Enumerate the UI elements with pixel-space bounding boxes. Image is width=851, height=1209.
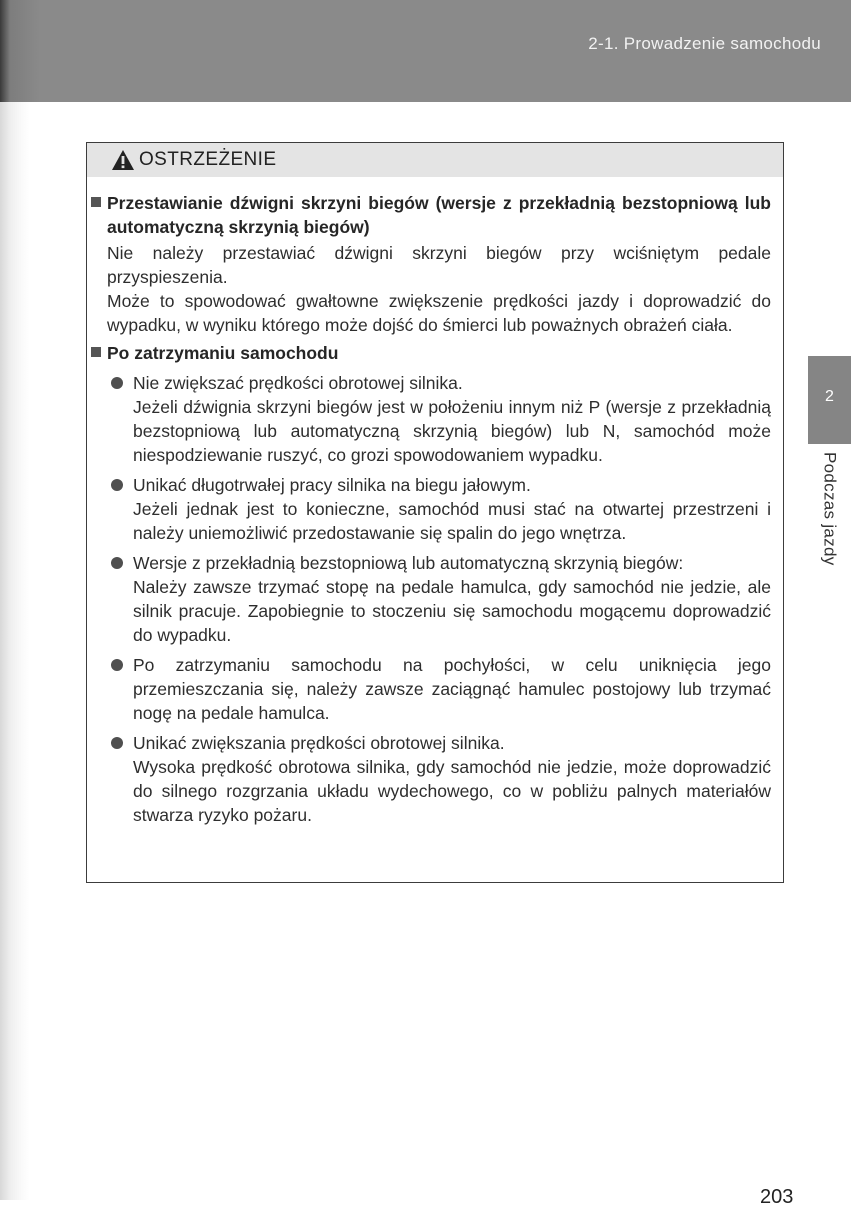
list-item-detail: Jeżeli dźwignia skrzyni biegów jest w położeniu innym niż P (wersje z przekładnią bezstopniową lub automatyczną skrzynią biegów) lub N, samochód może niespodziewanie ruszyć, co grozi spowodowaniem wypadku. <box>133 397 771 465</box>
chapter-title: Podczas jazdy <box>820 452 840 566</box>
paragraph: Może to spowodować gwałtowne zwiększenie prędkości jazdy i doprowadzić do wypadku, w wyniku którego może dojść do śmierci lub poważnych obrażeń ciała. <box>107 291 771 335</box>
chapter-tab <box>808 356 851 444</box>
chapter-title-vertical <box>808 452 851 602</box>
list-item <box>91 371 771 467</box>
section-heading-gear-lever: Przestawianie dźwigni skrzyni biegów (wersje z przekładnią bezstopniową lub automatyczną skrzynią biegów) <box>91 191 771 239</box>
square-bullet-icon <box>91 347 101 357</box>
warning-header <box>87 143 783 177</box>
warning-box <box>86 142 784 883</box>
bullet-dot-icon <box>111 737 123 749</box>
list-item-lead: Nie zwiększać prędkości obrotowej silnika. <box>133 373 463 393</box>
warning-triangle-icon <box>111 149 135 171</box>
list-item <box>91 473 771 545</box>
paragraph: Nie należy przestawiać dźwigni skrzyni biegów przy wciśniętym pedale przyspieszenia. <box>107 243 771 287</box>
square-bullet-icon <box>91 197 101 207</box>
header-band <box>0 0 851 102</box>
bullet-dot-icon <box>111 377 123 389</box>
list-item-detail: Jeżeli jednak jest to konieczne, samochód musi stać na otwartej przestrzeni i należy uniemożliwić przedostawanie się spalin do jego wnętrza. <box>133 499 771 543</box>
section-heading-after-stopping: Po zatrzymaniu samochodu <box>91 341 771 365</box>
list-item <box>91 653 771 725</box>
bullet-dot-icon <box>111 557 123 569</box>
list-item-detail: Należy zawsze trzymać stopę na pedale hamulca, gdy samochód nie jedzie, ale silnik pracuje. Zapobiegnie to stoczeniu się samochodu mogącemu doprowadzić do wypadku. <box>133 577 771 645</box>
list-item-detail: Wysoka prędkość obrotowa silnika, gdy samochód nie jedzie, może doprowadzić do silnego rozgrzania układu wydechowego, co w pobliżu palnych materiałów stwarza ryzyko pożaru. <box>133 757 771 825</box>
list-item-lead: Unikać długotrwałej pracy silnika na biegu jałowym. <box>133 475 531 495</box>
list-item <box>91 731 771 827</box>
warning-body <box>87 177 783 827</box>
list-item-lead: Unikać zwiększania prędkości obrotowej silnika. <box>133 733 505 753</box>
bullet-dot-icon <box>111 479 123 491</box>
page-binding-shadow <box>0 0 30 1200</box>
chapter-number: 2 <box>825 388 834 405</box>
bullet-dot-icon <box>111 659 123 671</box>
section-title: 2-1. Prowadzenie samochodu <box>588 34 821 53</box>
list-item-lead: Wersje z przekładnią bezstopniową lub automatyczną skrzynią biegów: <box>133 553 684 573</box>
warning-title: OSTRZEŻENIE <box>139 149 277 170</box>
list-item-lead: Po zatrzymaniu samochodu na pochyłości, w celu uniknięcia jego przemieszczania się, należy zawsze zaciągnąć hamulec postojowy lub trzymać nogę na pedale hamulca. <box>133 655 771 723</box>
page-number: 203 <box>760 1186 794 1208</box>
list-item <box>91 551 771 647</box>
